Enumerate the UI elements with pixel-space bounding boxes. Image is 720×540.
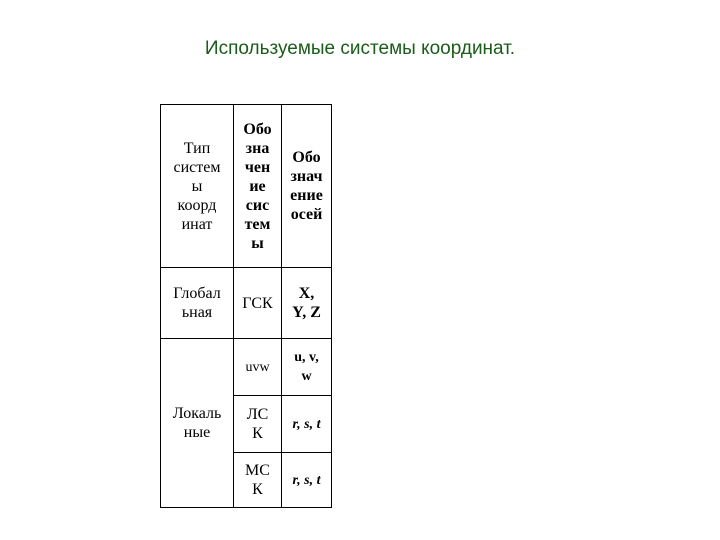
cell-local-axes-msk: r, s, t bbox=[282, 453, 332, 508]
coordinate-systems-table bbox=[160, 104, 332, 508]
table-header-row bbox=[161, 105, 332, 268]
cell-local-axes-lsk: r, s, t bbox=[282, 396, 332, 453]
header-axes-designation: Обо знач ение осей bbox=[282, 105, 332, 268]
cell-local-type: Локаль ные bbox=[161, 339, 234, 508]
cell-local-axes-uvw: u, v, w bbox=[282, 339, 332, 396]
cell-local-code-lsk: ЛС К bbox=[234, 396, 282, 453]
cell-global-axes: X, Y, Z bbox=[282, 268, 332, 339]
table-row-local-uvw bbox=[161, 339, 332, 396]
header-system-designation: Обо зна чен ие сис тем ы bbox=[234, 105, 282, 268]
cell-global-code: ГСК bbox=[234, 268, 282, 339]
cell-local-code-msk: МС К bbox=[234, 453, 282, 508]
cell-local-code-uvw: uvw bbox=[234, 339, 282, 396]
table-row-global bbox=[161, 268, 332, 339]
header-system-type: Тип систем ы коорд инат bbox=[161, 105, 234, 268]
cell-global-type: Глобал ьная bbox=[161, 268, 234, 339]
slide-title: Используемые системы координат. bbox=[204, 38, 516, 59]
